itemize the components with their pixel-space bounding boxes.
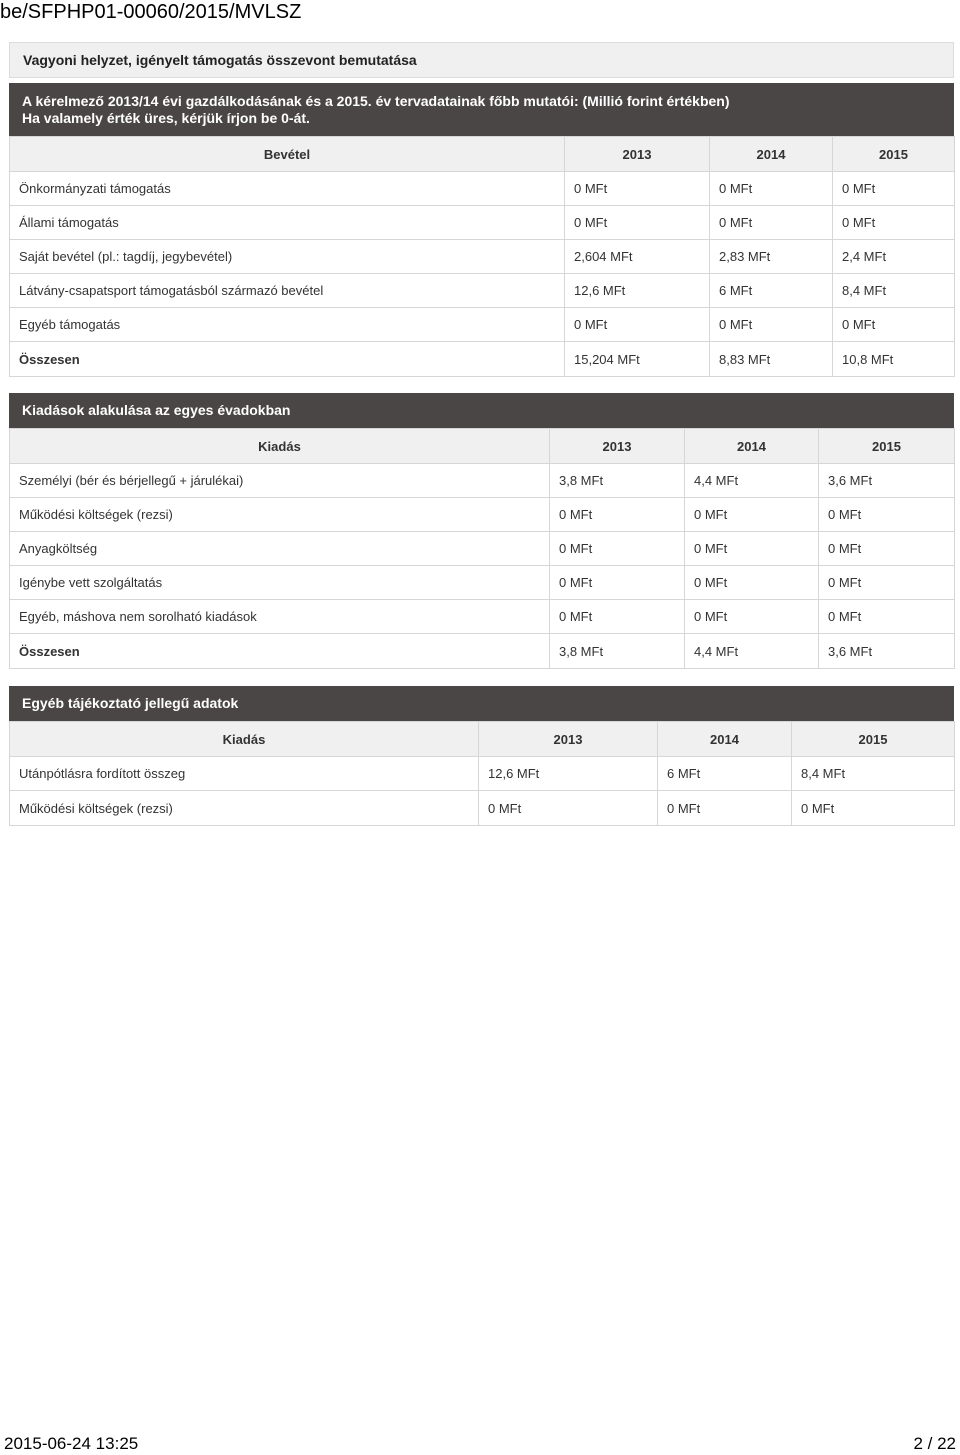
intro-line-2: Ha valamely érték üres, kérjük írjon be 0-át. (22, 109, 310, 126)
section-title: Vagyoni helyzet, igényelt támogatás összevont bemutatása (9, 42, 954, 78)
cell-value: 0 MFt (550, 600, 685, 634)
other-header-year: 2015 (792, 722, 955, 757)
row-label: Saját bevétel (pl.: tagdíj, jegybevétel) (10, 240, 565, 274)
table-row (10, 172, 955, 206)
row-label: Látvány-csapatsport támogatásból származó bevétel (10, 274, 565, 308)
cell-value: 0 MFt (685, 600, 819, 634)
cell-value: 3,8 MFt (550, 464, 685, 498)
expenses-header-year: 2013 (550, 429, 685, 464)
other-header-label: Kiadás (10, 722, 479, 757)
expenses-header-year: 2015 (819, 429, 955, 464)
expenses-table (9, 428, 955, 669)
footer-timestamp: 2015-06-24 13:25 (4, 1434, 139, 1453)
total-row (10, 634, 955, 669)
cell-value: 0 MFt (819, 566, 955, 600)
cell-value: 0 MFt (658, 791, 792, 826)
cell-value: 15,204 MFt (565, 342, 710, 377)
cell-value: 8,4 MFt (792, 757, 955, 791)
cell-value: 3,6 MFt (819, 464, 955, 498)
cell-value: 0 MFt (565, 172, 710, 206)
document-id: be/SFPHP01-00060/2015/MVLSZ (0, 1, 302, 23)
intro-band (9, 83, 954, 136)
cell-value: 0 MFt (685, 532, 819, 566)
cell-value: 0 MFt (685, 566, 819, 600)
cell-value: 6 MFt (658, 757, 792, 791)
cell-value: 0 MFt (710, 206, 833, 240)
table-row (10, 566, 955, 600)
cell-value: 8,83 MFt (710, 342, 833, 377)
row-label: Utánpótlásra fordított összeg (10, 757, 479, 791)
row-label: Anyagköltség (10, 532, 550, 566)
revenue-header-year: 2015 (833, 137, 955, 172)
cell-value: 8,4 MFt (833, 274, 955, 308)
cell-value: 10,8 MFt (833, 342, 955, 377)
table-row (10, 498, 955, 532)
table-row (10, 464, 955, 498)
cell-value: 0 MFt (550, 532, 685, 566)
table-row (10, 791, 955, 826)
cell-value: 2,83 MFt (710, 240, 833, 274)
other-header-year: 2013 (479, 722, 658, 757)
intro-line-1: A kérelmező 2013/14 évi gazdálkodásának és a 2015. év tervadatainak főbb mutatói: (Millió forint értékben) (22, 92, 730, 109)
expenses-title (9, 393, 954, 428)
other-title (9, 686, 954, 721)
cell-value: 0 MFt (710, 172, 833, 206)
cell-value: 0 MFt (565, 308, 710, 342)
table-row (10, 240, 955, 274)
expenses-header-row (10, 429, 955, 464)
row-label: Működési költségek (rezsi) (10, 791, 479, 826)
cell-value: 12,6 MFt (565, 274, 710, 308)
table-row (10, 532, 955, 566)
revenue-table (9, 136, 955, 377)
cell-value: 0 MFt (819, 498, 955, 532)
table-row (10, 274, 955, 308)
cell-value: 2,604 MFt (565, 240, 710, 274)
total-label: Összesen (10, 634, 550, 669)
expenses-header-year: 2014 (685, 429, 819, 464)
cell-value: 3,6 MFt (819, 634, 955, 669)
other-title-text: Egyéb tájékoztató jellegű adatok (22, 695, 239, 711)
total-label: Összesen (10, 342, 565, 377)
other-header-year: 2014 (658, 722, 792, 757)
other-header-row (10, 722, 955, 757)
table-row (10, 600, 955, 634)
cell-value: 0 MFt (833, 172, 955, 206)
cell-value: 2,4 MFt (833, 240, 955, 274)
row-label: Állami támogatás (10, 206, 565, 240)
row-label: Személyi (bér és bérjellegű + járulékai) (10, 464, 550, 498)
expenses-header-label: Kiadás (10, 429, 550, 464)
cell-value: 4,4 MFt (685, 464, 819, 498)
cell-value: 0 MFt (833, 206, 955, 240)
cell-value: 0 MFt (819, 532, 955, 566)
table-row (10, 308, 955, 342)
row-label: Önkormányzati támogatás (10, 172, 565, 206)
cell-value: 0 MFt (550, 498, 685, 532)
cell-value: 0 MFt (792, 791, 955, 826)
row-label: Igénybe vett szolgáltatás (10, 566, 550, 600)
cell-value: 0 MFt (565, 206, 710, 240)
cell-value: 0 MFt (550, 566, 685, 600)
cell-value: 6 MFt (710, 274, 833, 308)
table-row (10, 206, 955, 240)
cell-value: 0 MFt (685, 498, 819, 532)
revenue-header-year: 2014 (710, 137, 833, 172)
cell-value: 0 MFt (710, 308, 833, 342)
footer-page-number: 2 / 22 (913, 1434, 956, 1453)
total-row (10, 342, 955, 377)
cell-value: 3,8 MFt (550, 634, 685, 669)
cell-value: 12,6 MFt (479, 757, 658, 791)
row-label: Egyéb támogatás (10, 308, 565, 342)
table-row (10, 757, 955, 791)
revenue-header-year: 2013 (565, 137, 710, 172)
revenue-header-row (10, 137, 955, 172)
cell-value: 0 MFt (833, 308, 955, 342)
cell-value: 0 MFt (819, 600, 955, 634)
row-label: Működési költségek (rezsi) (10, 498, 550, 532)
cell-value: 0 MFt (479, 791, 658, 826)
other-table (9, 721, 955, 826)
row-label: Egyéb, máshova nem sorolható kiadások (10, 600, 550, 634)
cell-value: 4,4 MFt (685, 634, 819, 669)
revenue-header-label: Bevétel (10, 137, 565, 172)
expenses-title-text: Kiadások alakulása az egyes évadokban (22, 402, 291, 418)
